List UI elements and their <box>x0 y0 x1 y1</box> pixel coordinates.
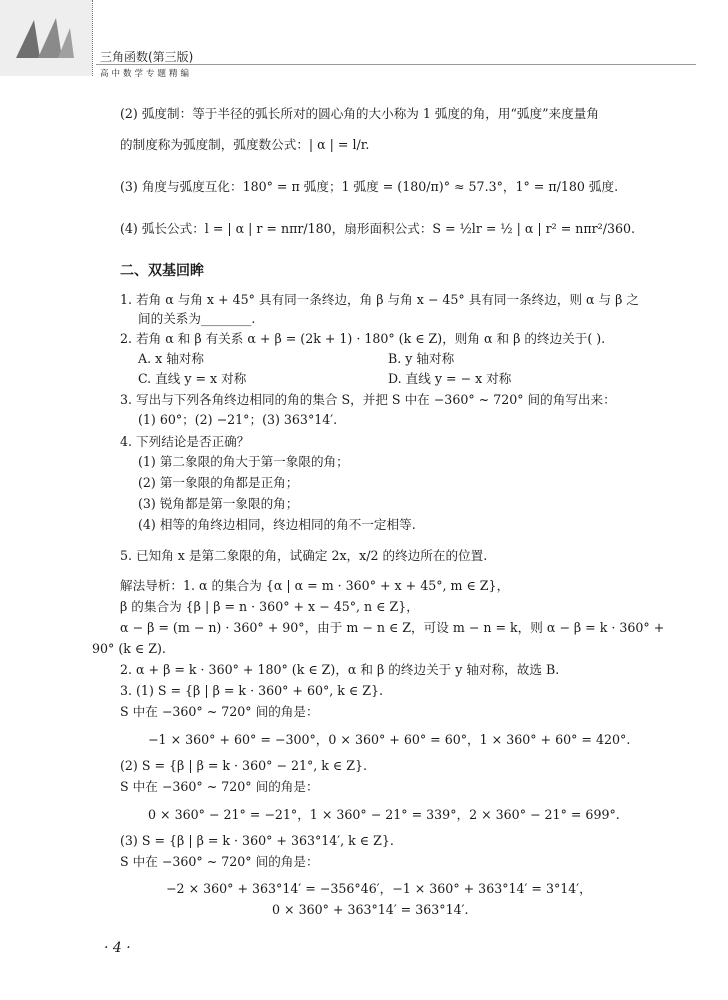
text-line: S 中在 −360° ~ 720° 间的角是： <box>120 854 319 869</box>
text-line: B. y 轴对称 <box>388 351 455 366</box>
text-line: (2) 弧度制：等于半径的弧长所对的圆心角的大小称为 1 弧度的角，用“弧度”来度量角 <box>120 106 599 121</box>
text-line: −2 × 360° + 363°14′ = −356°46′，−1 × 360° + 363°14′ = 3°14′， <box>166 881 592 896</box>
text-line: A. x 轴对称 <box>138 351 204 366</box>
text-line: (3) S = {β | β = k · 360° + 363°14′, k ∈ Z}. <box>120 833 394 848</box>
text-line: 5. 已知角 x 是第二象限的角，试确定 2x，x/2 的终边所在的位置. <box>120 548 488 563</box>
text-line: S 中在 −360° ~ 720° 间的角是： <box>120 704 319 719</box>
text-line: β 的集合为 {β | β = n · 360° + x − 45°, n ∈ Z}， <box>120 599 419 614</box>
text-line: 2. 若角 α 和 β 有关系 α + β = (2k + 1) · 180° (k ∈ Z)，则角 α 和 β 的终边关于( ). <box>120 331 606 346</box>
text-line: −1 × 360° + 60° = −300°，0 × 360° + 60° = 60°，1 × 360° + 60° = 420°. <box>148 732 631 747</box>
text-line: α − β = (m − n) · 360° + 90°，由于 m − n ∈ Z，可设 m − n = k，则 α − β = k · 360° + <box>120 620 665 635</box>
text-line: (3) 角度与弧度互化：180° = π 弧度；1 弧度 = (180/π)° ≈ 57.3°，1° = π/180 弧度. <box>120 179 619 194</box>
page-number: · 4 · <box>104 940 131 956</box>
section-heading: 二、双基回眸 <box>120 263 204 279</box>
text-line: 4. 下列结论是否正确？ <box>120 434 250 449</box>
text-line: D. 直线 y = − x 对称 <box>388 371 512 386</box>
text-line: 2. α + β = k · 360° + 180° (k ∈ Z)，α 和 β 的终边关于 y 轴对称，故选 B. <box>120 662 560 677</box>
text-line: (4) 弧长公式：l = | α | r = nπr/180，扇形面积公式：S = ½lr = ½ | α | r² = nπr²/360. <box>120 221 635 236</box>
series-title: 高中数学专题精编 <box>100 69 193 79</box>
text-line: 3. (1) S = {β | β = k · 360° + 60°, k ∈ Z}. <box>120 683 384 698</box>
text-line: (1) 第二象限的角大于第一象限的角； <box>138 454 349 469</box>
text-line: C. 直线 y = x 对称 <box>138 371 247 386</box>
text-line: S 中在 −360° ~ 720° 间的角是： <box>120 779 319 794</box>
text-line: (3) 锐角都是第一象限的角； <box>138 496 299 511</box>
text-line: 解法导析：1. α 的集合为 {α | α = m · 360° + x + 45°, m ∈ Z}， <box>120 578 510 593</box>
text-line: (2) S = {β | β = k · 360° − 21°, k ∈ Z}. <box>120 758 367 773</box>
text-line: 0 × 360° − 21° = −21°，1 × 360° − 21° = 339°，2 × 360° − 21° = 699°. <box>148 807 620 822</box>
text-line: 90° (k ∈ Z). <box>92 641 166 656</box>
text-line: (4) 相等的角终边相同，终边相同的角不一定相等. <box>138 517 416 532</box>
text-line: 3. 写出与下列各角终边相同的角的集合 S，并把 S 中在 −360° ~ 720° 间的角写出来： <box>120 392 616 407</box>
book-title: 三角函数(第三版) <box>100 50 194 64</box>
text-line: 1. 若角 α 与角 x + 45° 具有同一条终边，角 β 与角 x − 45° 具有同一条终边，则 α 与 β 之 <box>120 292 640 307</box>
text-line: (1) 60°；(2) −21°；(3) 363°14′. <box>138 412 338 427</box>
text-line: 间的关系为________. <box>138 311 256 326</box>
text-line: 0 × 360° + 363°14′ = 363°14′. <box>272 902 469 917</box>
text-line: 的制度称为弧度制，弧度数公式：| α | = l/r. <box>120 137 370 152</box>
text-line: (2) 第一象限的角都是正角； <box>138 475 299 490</box>
